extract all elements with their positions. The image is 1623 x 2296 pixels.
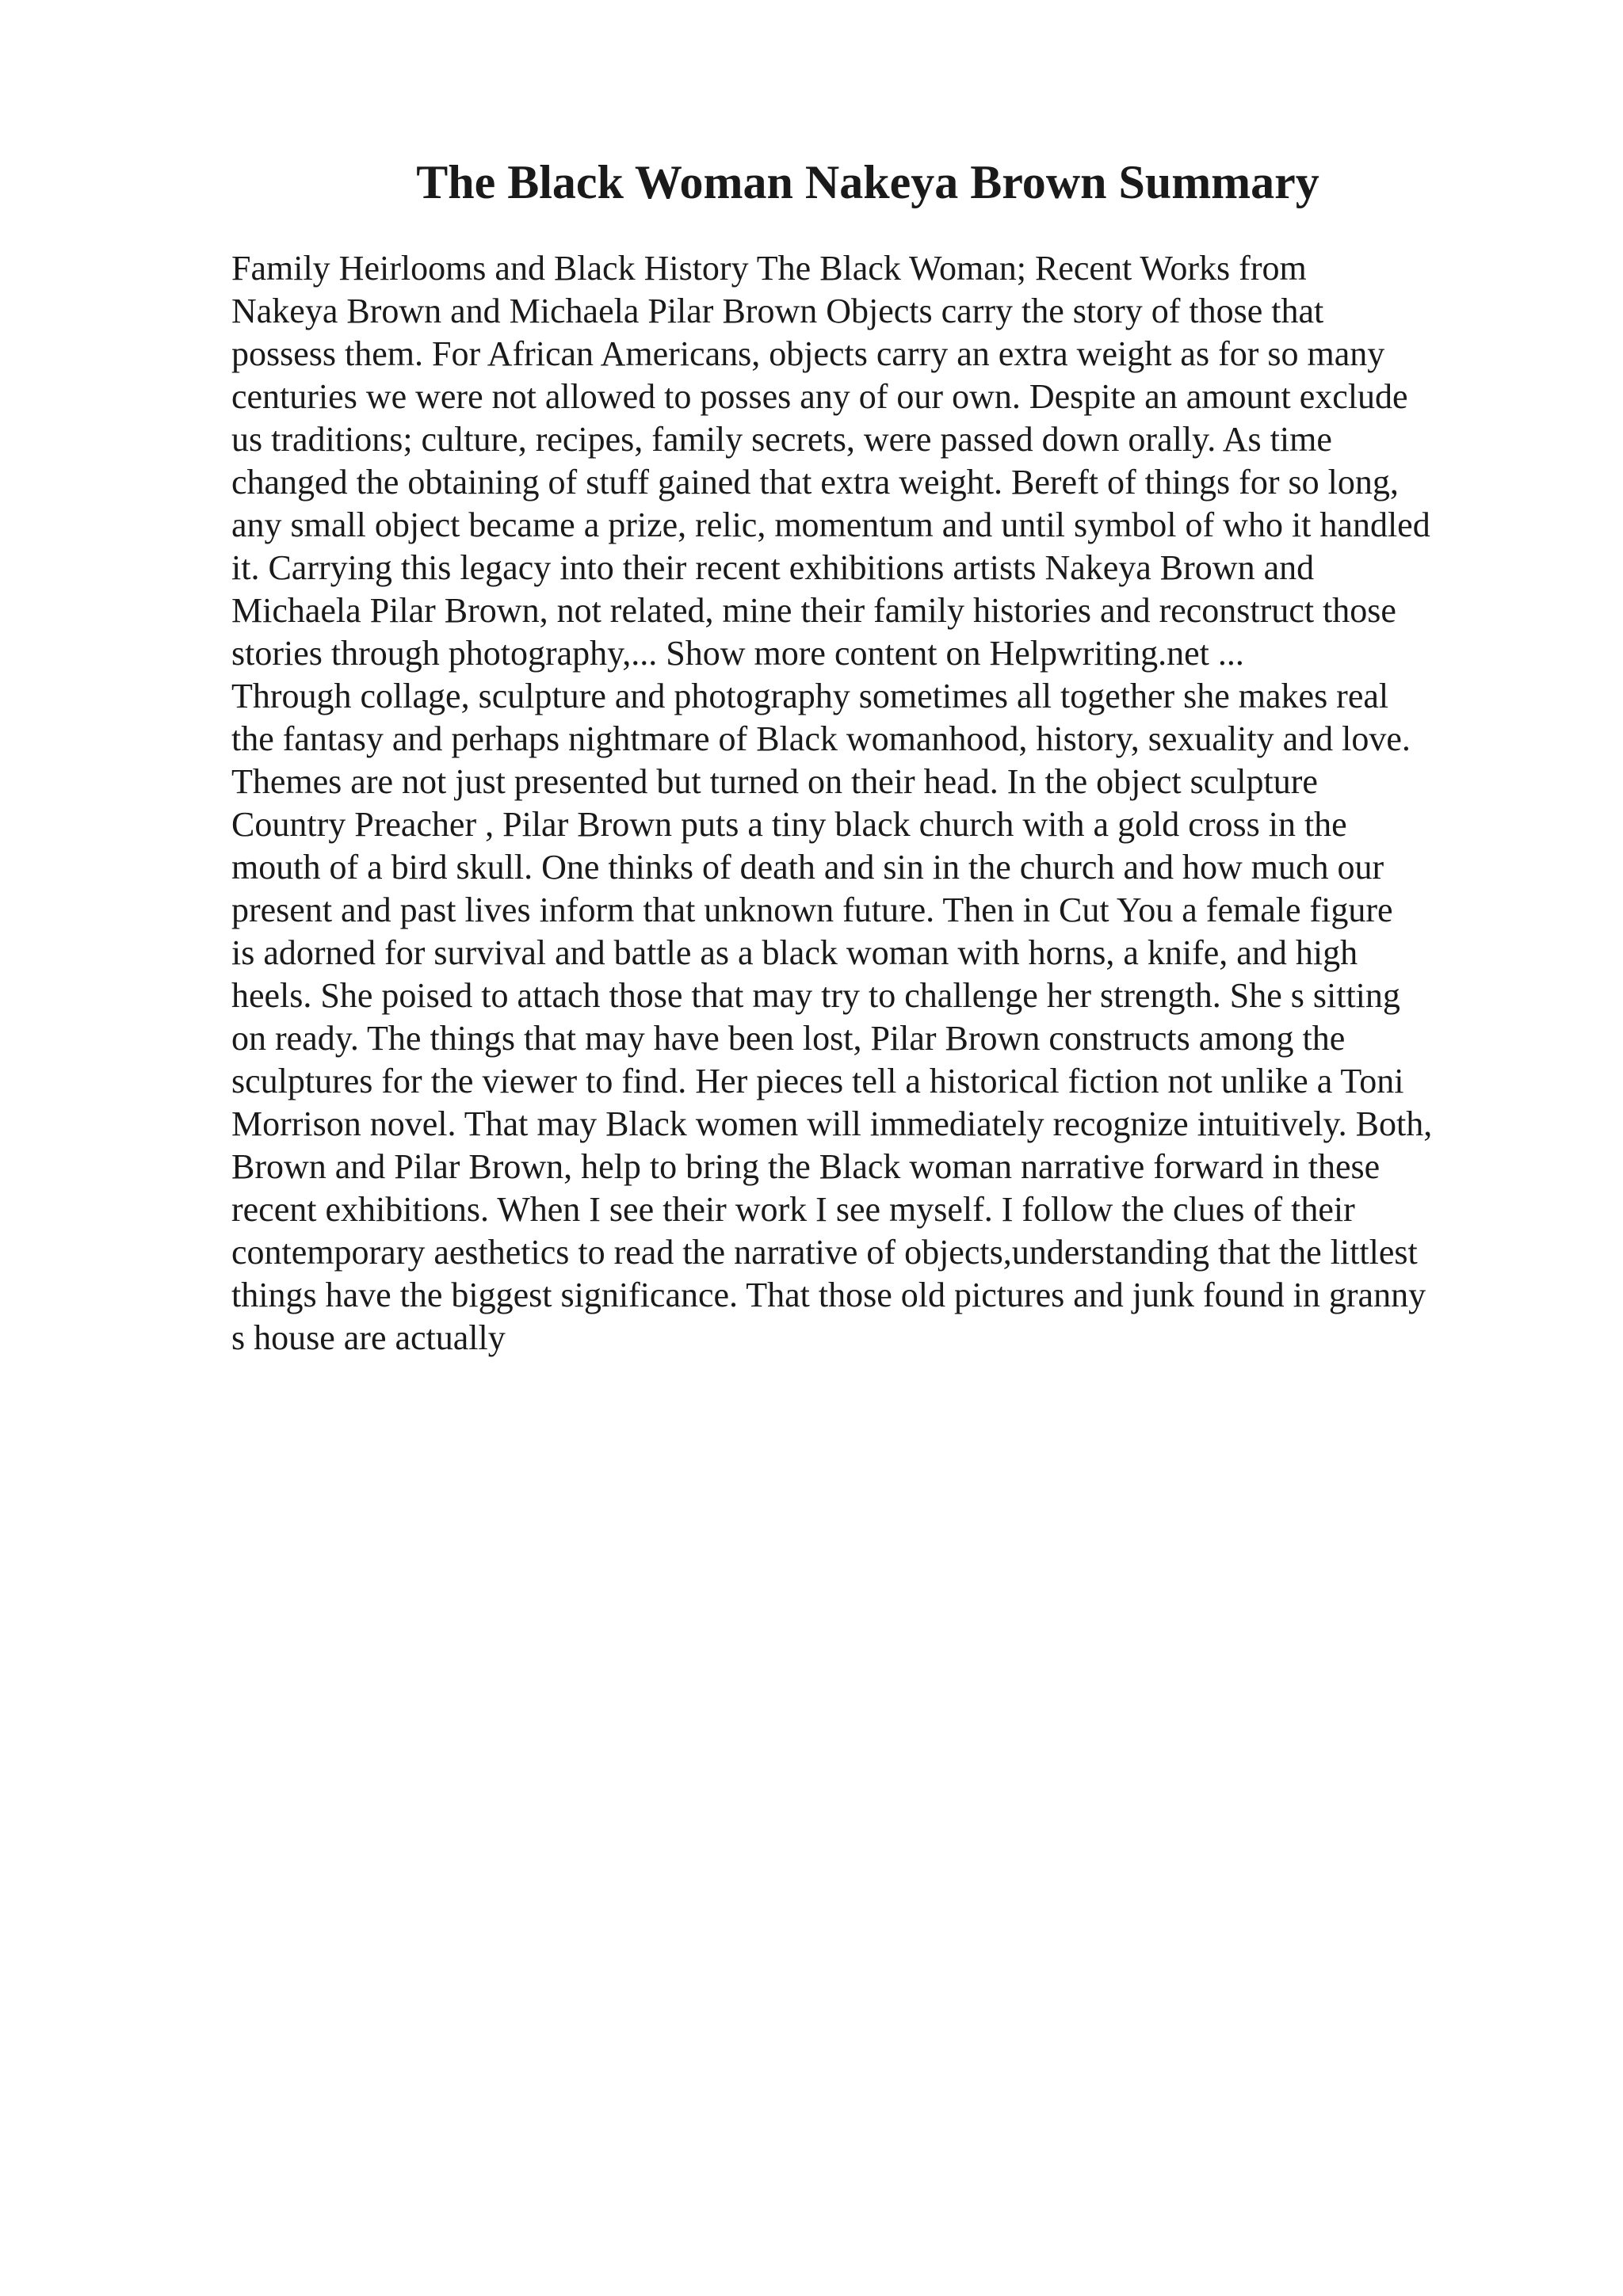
text-line: present and past lives inform that unknown future. Then in Cut You a female figure xyxy=(231,891,1393,929)
text-line: stories through photography,... Show more content on Helpwriting.net ... xyxy=(231,634,1244,673)
text-line: us traditions; culture, recipes, family secrets, were passed down orally. As time xyxy=(231,420,1332,459)
text-line: Nakeya Brown and Michaela Pilar Brown Objects carry the story of those that xyxy=(231,292,1324,330)
text-line: Family Heirlooms and Black History The Black Woman; Recent Works from xyxy=(231,249,1307,288)
text-line: Through collage, sculpture and photography sometimes all together she makes real xyxy=(231,677,1389,715)
text-line: possess them. For African Americans, objects carry an extra weight as for so many xyxy=(231,334,1385,373)
text-line: mouth of a bird skull. One thinks of death and sin in the church and how much our xyxy=(231,848,1384,887)
body-text xyxy=(231,247,1515,1360)
text-line: centuries we were not allowed to posses any of our own. Despite an amount exclude xyxy=(231,377,1408,416)
text-line: changed the obtaining of stuff gained that extra weight. Bereft of things for so long, xyxy=(231,463,1399,502)
text-line: s house are actually xyxy=(231,1318,506,1357)
text-line: on ready. The things that may have been lost, Pilar Brown constructs among the xyxy=(231,1019,1346,1058)
text-line: any small object became a prize, relic, momentum and until symbol of who it handled xyxy=(231,505,1430,544)
text-line: Morrison novel. That may Black women will immediately recognize intuitively. Both, xyxy=(231,1104,1433,1143)
text-line: recent exhibitions. When I see their work I see myself. I follow the clues of their xyxy=(231,1190,1355,1229)
text-line: things have the biggest significance. That those old pictures and junk found in granny xyxy=(231,1276,1426,1314)
document-title: The Black Woman Nakeya Brown Summary xyxy=(416,156,1319,208)
text-line: the fantasy and perhaps nightmare of Black womanhood, history, sexuality and love. xyxy=(231,719,1411,758)
text-line: is adorned for survival and battle as a black woman with horns, a knife, and high xyxy=(231,933,1358,972)
text-line: contemporary aesthetics to read the narrative of objects,understanding that the littlest xyxy=(231,1233,1418,1272)
text-line: sculptures for the viewer to find. Her pieces tell a historical fiction not unlike a Toni xyxy=(231,1062,1404,1100)
text-line: Michaela Pilar Brown, not related, mine their family histories and reconstruct those xyxy=(231,591,1396,630)
text-line: heels. She poised to attach those that may try to challenge her strength. She s sitting xyxy=(231,976,1400,1015)
text-line: Brown and Pilar Brown, help to bring the Black woman narrative forward in these xyxy=(231,1147,1381,1186)
text-line: Themes are not just presented but turned on their head. In the object sculpture xyxy=(231,762,1318,801)
text-line: it. Carrying this legacy into their recent exhibitions artists Nakeya Brown and xyxy=(231,548,1315,587)
text-line: Country Preacher , Pilar Brown puts a tiny black church with a gold cross in the xyxy=(231,805,1347,844)
